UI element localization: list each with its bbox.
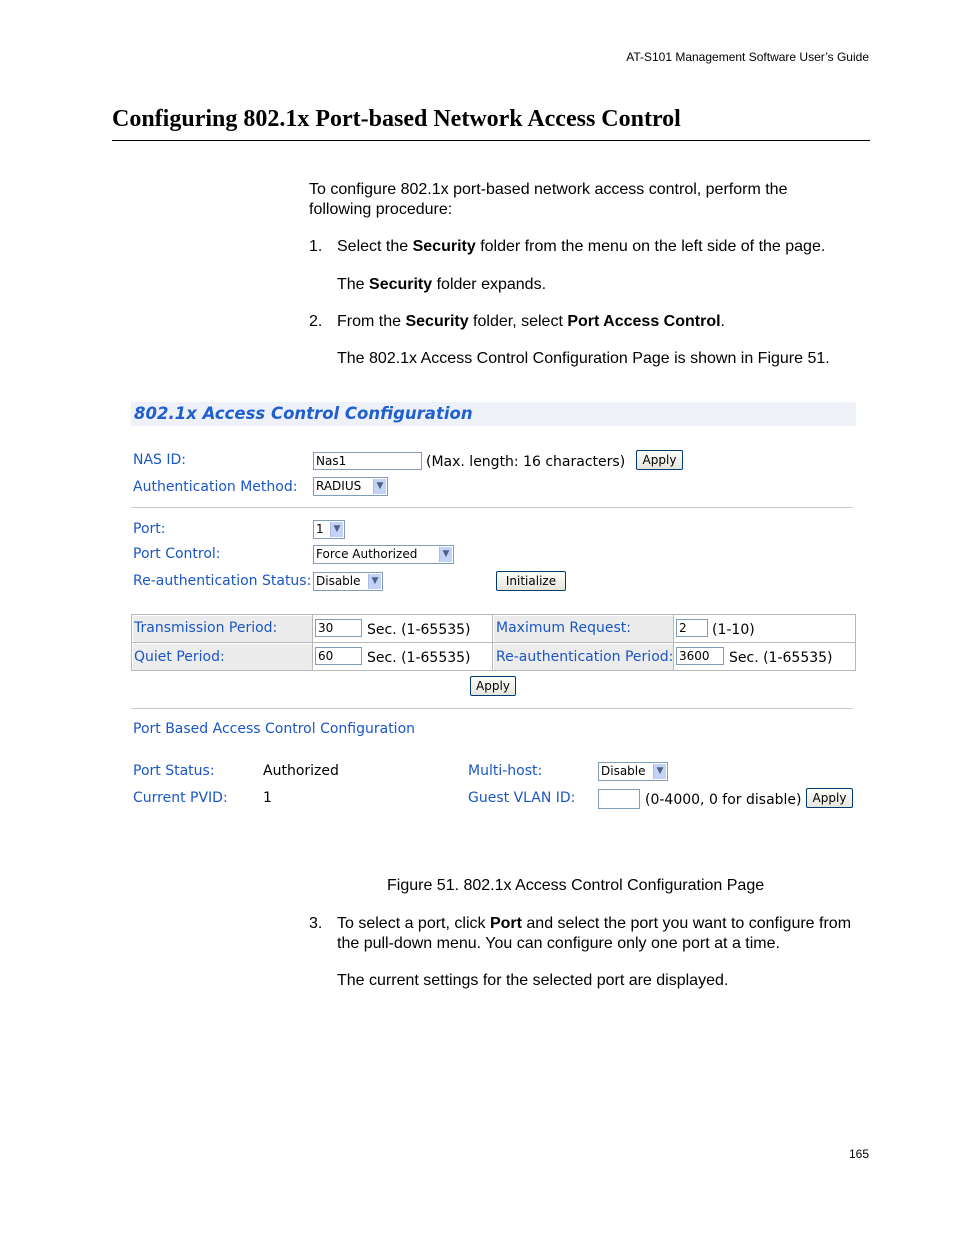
auth-method-value: RADIUS bbox=[316, 479, 362, 493]
chevron-down-icon: ▼ bbox=[330, 522, 343, 537]
tx-period-input[interactable]: 30 bbox=[315, 619, 362, 637]
quiet-period-unit: Sec. (1-65535) bbox=[367, 650, 471, 666]
step-3-text bbox=[337, 914, 857, 954]
guest-vlan-apply-button[interactable]: Apply bbox=[806, 788, 853, 808]
title-rule bbox=[112, 140, 870, 141]
step-text-part: and select the port you want to configure from the pull-down menu. You can configure only one port at a time. bbox=[337, 915, 852, 952]
step-text-part: folder, select bbox=[468, 313, 568, 330]
multi-host-value: Disable bbox=[601, 764, 646, 778]
nas-id-apply-button[interactable]: Apply bbox=[636, 450, 683, 470]
port-status-label: Port Status: bbox=[133, 763, 215, 779]
max-request-unit: (1-10) bbox=[712, 622, 755, 638]
nas-id-label: NAS ID: bbox=[133, 452, 187, 468]
quiet-period-label: Quiet Period: bbox=[134, 649, 225, 665]
grid-line bbox=[131, 642, 856, 643]
reauth-period-input[interactable]: 3600 bbox=[676, 647, 724, 665]
step-2-note: The 802.1x Access Control Configuration Page is shown in Figure 51. bbox=[337, 350, 830, 367]
current-pvid-label: Current PVID: bbox=[133, 790, 228, 806]
step-text-part: Select the bbox=[337, 238, 413, 255]
step-3-note: The current settings for the selected port are displayed. bbox=[337, 972, 729, 989]
guest-vlan-label: Guest VLAN ID: bbox=[468, 790, 576, 806]
tx-period-label: Transmission Period: bbox=[134, 620, 278, 636]
grid-line bbox=[312, 614, 313, 671]
reauth-period-label: Re-authentication Period: bbox=[496, 649, 674, 665]
port-status-value: Authorized bbox=[263, 763, 339, 779]
step-text-part: . bbox=[720, 313, 725, 330]
initialize-button[interactable]: Initialize bbox=[496, 571, 566, 591]
step-text-part: From the bbox=[337, 313, 406, 330]
reauth-status-label: Re-authentication Status: bbox=[133, 573, 312, 589]
tx-period-unit: Sec. (1-65535) bbox=[367, 622, 471, 638]
intro-paragraph: To configure 802.1x port-based network access control, perform the following procedure: bbox=[309, 181, 788, 218]
port-based-title: Port Based Access Control Configuration bbox=[133, 721, 416, 737]
step-bold-part: Port bbox=[489, 915, 522, 932]
reauth-period-unit: Sec. (1-65535) bbox=[729, 650, 833, 666]
figure-caption: Figure 51. 802.1x Access Control Configuration Page bbox=[387, 877, 765, 894]
multi-host-label: Multi-host: bbox=[468, 763, 543, 779]
step-2-text bbox=[337, 312, 877, 332]
reauth-status-select[interactable] bbox=[313, 572, 383, 591]
running-header: AT-S101 Management Software User’s Guide bbox=[626, 50, 869, 64]
auth-method-select[interactable] bbox=[313, 477, 388, 496]
step-number: 3. bbox=[309, 915, 323, 932]
chevron-down-icon: ▼ bbox=[653, 764, 666, 779]
port-select[interactable] bbox=[313, 520, 345, 539]
page-number: 165 bbox=[848, 1147, 869, 1161]
section-title: Configuring 802.1x Port-based Network Access Control bbox=[112, 106, 681, 132]
max-request-label: Maximum Request: bbox=[496, 620, 632, 636]
timers-apply-button[interactable]: Apply bbox=[470, 676, 516, 696]
port-value: 1 bbox=[316, 522, 324, 536]
auth-method-label: Authentication Method: bbox=[133, 479, 298, 495]
step-text-part: folder from the menu on the left side of the page. bbox=[475, 238, 826, 255]
step-bold-part: Security bbox=[412, 238, 476, 255]
chevron-down-icon: ▼ bbox=[368, 574, 381, 589]
nas-id-hint: (Max. length: 16 characters) bbox=[426, 454, 626, 470]
step-number: 2. bbox=[309, 313, 323, 330]
guest-vlan-input[interactable] bbox=[598, 789, 640, 809]
divider bbox=[131, 708, 853, 709]
config-header-title: 802.1x Access Control Configuration bbox=[134, 404, 473, 423]
step-text-part: To select a port, click bbox=[337, 915, 490, 932]
reauth-status-value: Disable bbox=[316, 574, 361, 588]
max-request-input[interactable]: 2 bbox=[676, 619, 708, 637]
step-bold-part: Security bbox=[405, 313, 469, 330]
grid-line bbox=[492, 614, 493, 671]
chevron-down-icon: ▼ bbox=[439, 547, 452, 562]
step-1-text bbox=[337, 237, 877, 257]
port-control-label: Port Control: bbox=[133, 546, 221, 562]
nas-id-input[interactable]: Nas1 bbox=[313, 452, 422, 470]
port-control-select[interactable] bbox=[313, 545, 454, 564]
port-control-value: Force Authorized bbox=[316, 547, 418, 561]
step-bold-part: Port Access Control bbox=[567, 313, 721, 330]
divider bbox=[131, 507, 853, 508]
step-number: 1. bbox=[309, 238, 323, 255]
step-1-note bbox=[337, 275, 546, 295]
note-text-part: The bbox=[337, 276, 370, 293]
chevron-down-icon: ▼ bbox=[373, 479, 386, 494]
multi-host-select[interactable] bbox=[598, 762, 668, 781]
port-label: Port: bbox=[133, 521, 166, 537]
config-header-bar bbox=[131, 402, 856, 426]
quiet-period-input[interactable]: 60 bbox=[315, 647, 362, 665]
note-text-part: folder expands. bbox=[432, 276, 547, 293]
guest-vlan-hint: (0-4000, 0 for disable) bbox=[645, 792, 802, 808]
current-pvid-value: 1 bbox=[263, 790, 272, 806]
note-bold-part: Security bbox=[369, 276, 433, 293]
